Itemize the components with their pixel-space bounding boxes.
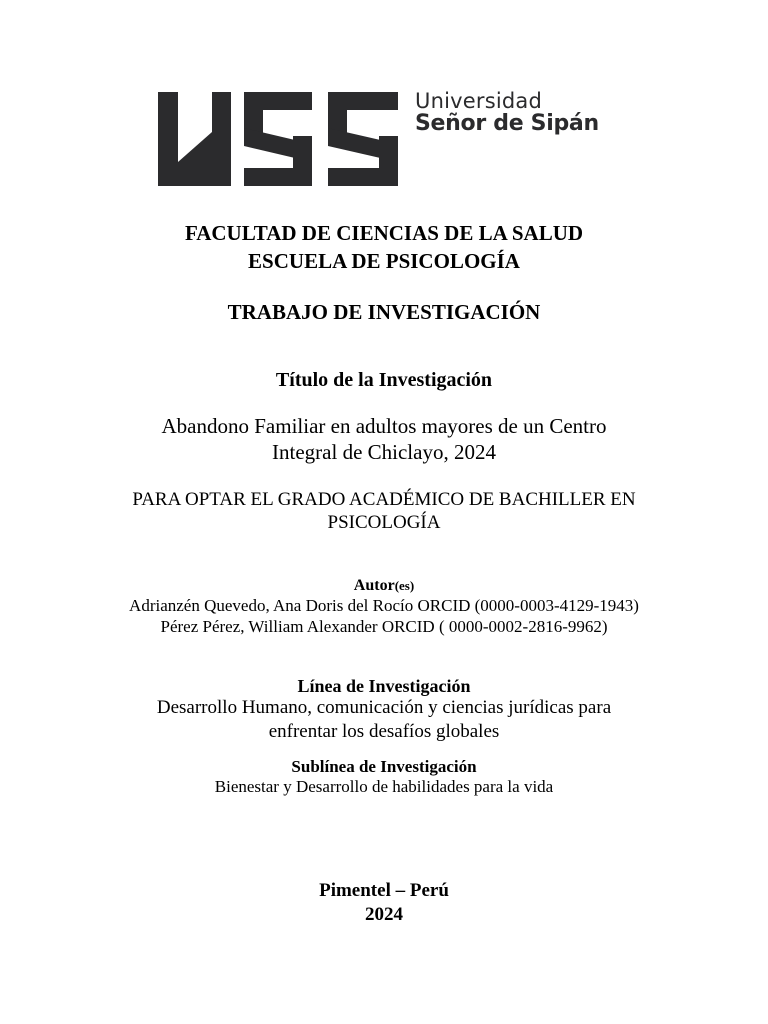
degree-line-1: PARA OPTAR EL GRADO ACADÉMICO DE BACHILLER EN xyxy=(132,489,636,510)
authors-label-text: Autor xyxy=(353,577,395,594)
authors-list xyxy=(0,595,768,637)
research-subline-text: Bienestar y Desarrollo de habilidades para la vida xyxy=(214,777,554,796)
logo-line-universidad: Universidad xyxy=(415,89,543,113)
place: Pimentel – Perú xyxy=(319,880,449,901)
logo-line-senor-de-sipan: Señor de Sipán xyxy=(415,111,599,136)
research-title-line-1: Abandono Familiar en adultos mayores de un Centro xyxy=(161,414,607,438)
research-title-line-2: Integral de Chiclayo, 2024 xyxy=(272,440,496,464)
degree-line-2: PSICOLOGÍA xyxy=(327,512,441,533)
research-line-text xyxy=(0,696,768,744)
title-label: Título de la Investigación xyxy=(275,369,493,391)
research-line-label: Línea de Investigación xyxy=(297,676,471,696)
authors-label xyxy=(0,576,768,596)
place-and-year xyxy=(0,879,768,927)
year: 2024 xyxy=(365,904,403,925)
research-title xyxy=(0,413,768,465)
faculty-name: FACULTAD DE CIENCIAS DE LA SALUD xyxy=(184,221,584,245)
research-line-line-1: Desarrollo Humano, comunicación y ciencias jurídicas para xyxy=(156,697,612,718)
faculty-heading xyxy=(0,219,768,275)
author-item: Pérez Pérez, William Alexander ORCID ( 0000-0002-2816-9962) xyxy=(160,617,608,636)
school-name: ESCUELA DE PSICOLOGÍA xyxy=(248,249,520,273)
uss-logo-mark xyxy=(158,92,400,186)
degree-statement xyxy=(0,488,768,534)
authors-label-suffix: (es) xyxy=(394,578,415,593)
university-logo xyxy=(158,89,599,188)
work-type-heading: TRABAJO DE INVESTIGACIÓN xyxy=(227,300,541,324)
research-line-line-2: enfrentar los desafíos globales xyxy=(268,721,500,742)
research-subline-label: Sublínea de Investigación xyxy=(291,757,477,776)
author-item: Adrianzén Quevedo, Ana Doris del Rocío ORCID (0000-0003-4129-1943) xyxy=(129,596,639,615)
